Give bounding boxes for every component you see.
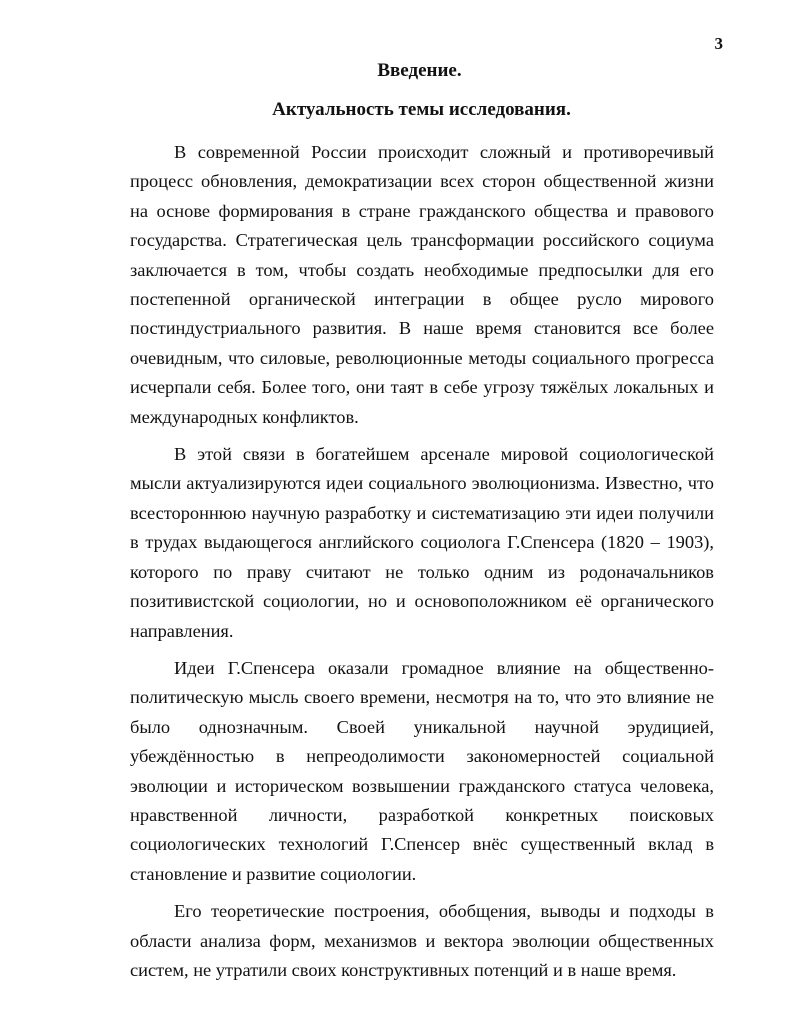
page-number: 3 bbox=[714, 34, 723, 53]
section-heading: Введение. bbox=[377, 60, 462, 81]
paragraph: Идеи Г.Спенсера оказали громадное влияние на общественно-политическую мысль своего времени, несмотря на то, что это влияние не было однозначным. Своей уникальной научной эрудицией, убеждённостью в непреодолимости закономерностей социальной эволюции и историческом возвышении гражданского статуса человека, нравственной личности, разработкой конкретных поисковых социологических технологий Г.Спенсер внёс существенный вклад в становление и развитие социологии. bbox=[130, 657, 714, 884]
section-subheading: Актуальность темы исследования. bbox=[272, 99, 571, 120]
body-text bbox=[130, 138, 714, 993]
paragraph: В современной России происходит сложный и противоречивый процесс обновления, демократизации всех сторон общественной жизни на основе формирования в стране гражданского общества и правового государства. Стратегическая цель трансформации российского социума заключается в том, чтобы создать необходимые предпосылки для его постепенной органической интеграции в общее русло мирового постиндустриального развития. В наше время становится все более очевидным, что силовые, революционные методы социального прогресса исчерпали себя. Более того, они таят в себе угрозу тяжёлых локальных и международных конфликтов. bbox=[130, 142, 714, 427]
paragraph: Его теоретические построения, обобщения, выводы и подходы в области анализа форм, механизмов и вектора эволюции общественных систем, не утратили своих конструктивных потенций и в наше время. bbox=[130, 901, 714, 980]
paragraph: В этой связи в богатейшем арсенале мировой социологической мысли актуализируются идеи социального эволюционизма. Известно, что всестороннюю научную разработку и систематизацию эти идеи получили в трудах выдающегося английского социолога Г.Спенсера (1820 – 1903), которого по праву считают не только одним из родоначальников позитивистской социологии, но и основоположником её органического направления. bbox=[130, 444, 714, 641]
